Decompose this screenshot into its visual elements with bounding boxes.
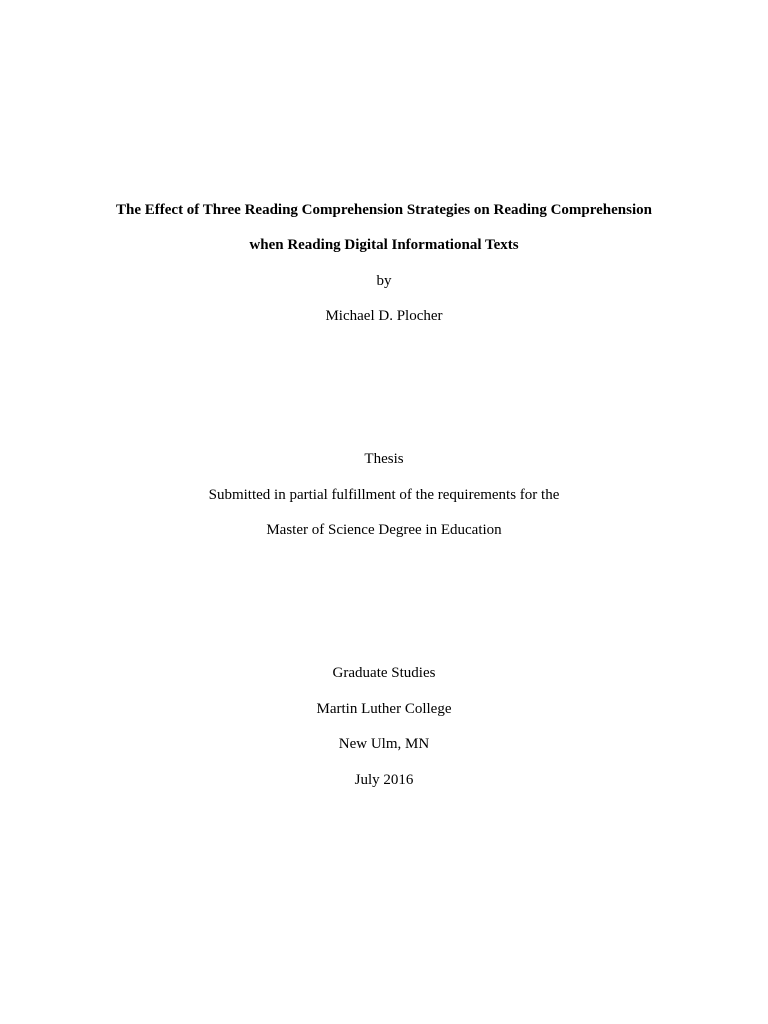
submission-date: July 2016 xyxy=(354,772,414,788)
by-label: by xyxy=(376,273,392,289)
thesis-title-line-2: when Reading Digital Informational Texts xyxy=(249,237,519,253)
thesis-title-line-1: The Effect of Three Reading Comprehension Strategies on Reading Comprehension xyxy=(116,202,652,218)
college-location: New Ulm, MN xyxy=(338,736,430,752)
department-name: Graduate Studies xyxy=(332,665,436,681)
submission-statement: Submitted in partial fulfillment of the requirements for the xyxy=(208,487,560,503)
college-name: Martin Luther College xyxy=(316,701,452,717)
degree-name: Master of Science Degree in Education xyxy=(266,522,502,538)
document-type: Thesis xyxy=(364,451,404,467)
author-name: Michael D. Plocher xyxy=(325,308,443,324)
